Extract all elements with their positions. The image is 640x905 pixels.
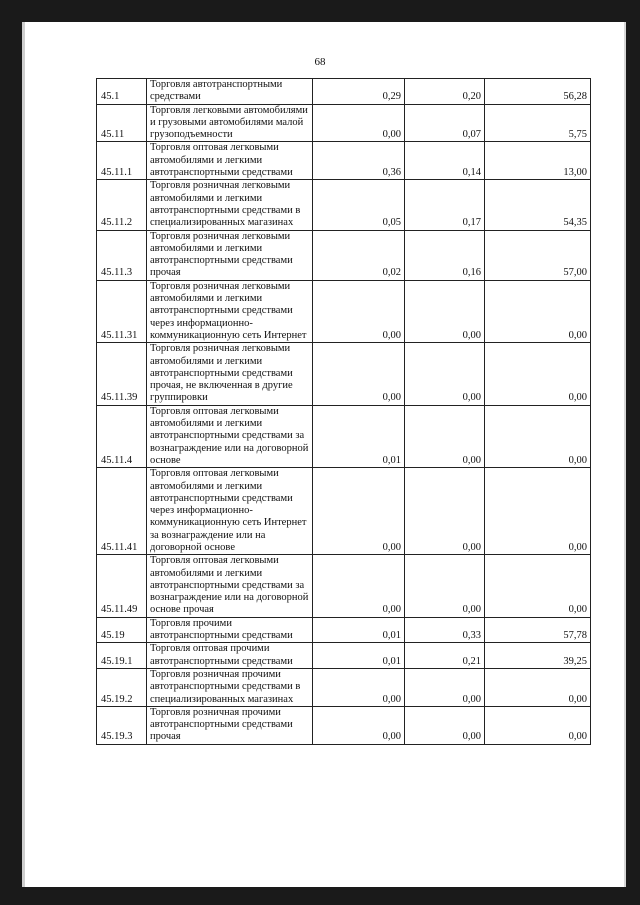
value-2-cell: 0,00 (405, 343, 485, 405)
value-2-cell: 0,14 (405, 142, 485, 180)
code-cell: 45.11 (97, 104, 147, 142)
value-2-cell: 0,20 (405, 79, 485, 105)
activity-name-cell: Торговля оптовая прочими автотранспортными средствами (147, 643, 313, 669)
table-row (97, 142, 591, 180)
value-1-cell: 0,00 (313, 343, 405, 405)
value-3-cell: 0,00 (485, 405, 591, 467)
value-3-cell: 13,00 (485, 142, 591, 180)
value-3-cell: 0,00 (485, 668, 591, 706)
code-cell: 45.11.31 (97, 280, 147, 342)
value-3-cell: 56,28 (485, 79, 591, 105)
activity-name-cell: Торговля легковыми автомобилями и грузовыми автомобилями малой грузоподъемности (147, 104, 313, 142)
value-1-cell: 0,00 (313, 468, 405, 555)
scan-border-bottom (0, 887, 640, 905)
table-body (97, 79, 591, 745)
value-2-cell: 0,00 (405, 668, 485, 706)
value-1-cell: 0,02 (313, 230, 405, 280)
scan-border-top (0, 0, 640, 22)
activity-name-cell: Торговля розничная прочими автотранспортными средствами в специализированных магазинах (147, 668, 313, 706)
table-row (97, 343, 591, 405)
value-3-cell: 0,00 (485, 280, 591, 342)
value-3-cell: 57,78 (485, 617, 591, 643)
value-3-cell: 0,00 (485, 468, 591, 555)
value-2-cell: 0,00 (405, 555, 485, 617)
activity-name-cell: Торговля оптовая легковыми автомобилями и легкими автотранспортными средствами (147, 142, 313, 180)
value-3-cell: 0,00 (485, 555, 591, 617)
scan-border-left (0, 0, 22, 905)
table-row (97, 668, 591, 706)
table-row (97, 405, 591, 467)
code-cell: 45.11.1 (97, 142, 147, 180)
activity-name-cell: Торговля розничная легковыми автомобилями и легкими автотранспортными средствами прочая (147, 230, 313, 280)
activity-name-cell: Торговля оптовая легковыми автомобилями и легкими автотранспортными средствами за вознаграждение или на договорной основе (147, 405, 313, 467)
value-1-cell: 0,00 (313, 555, 405, 617)
value-1-cell: 0,00 (313, 706, 405, 744)
code-cell: 45.11.41 (97, 468, 147, 555)
value-2-cell: 0,00 (405, 706, 485, 744)
value-2-cell: 0,07 (405, 104, 485, 142)
activity-name-cell: Торговля розничная легковыми автомобилями и легкими автотранспортными средствами через информационно-коммуникационную сеть Интернет (147, 280, 313, 342)
value-3-cell: 0,00 (485, 343, 591, 405)
activity-name-cell: Торговля розничная прочими автотранспортными средствами прочая (147, 706, 313, 744)
code-cell: 45.19.2 (97, 668, 147, 706)
table-row (97, 555, 591, 617)
code-cell: 45.19.3 (97, 706, 147, 744)
value-1-cell: 0,00 (313, 104, 405, 142)
activity-name-cell: Торговля автотранспортными средствами (147, 79, 313, 105)
table-row (97, 643, 591, 669)
scan-edge-right (624, 22, 626, 887)
value-3-cell: 5,75 (485, 104, 591, 142)
value-2-cell: 0,33 (405, 617, 485, 643)
value-1-cell: 0,00 (313, 280, 405, 342)
table-row (97, 104, 591, 142)
value-2-cell: 0,00 (405, 405, 485, 467)
code-cell: 45.19.1 (97, 643, 147, 669)
activity-name-cell: Торговля розничная легковыми автомобилями и легкими автотранспортными средствами прочая, не включенная в другие группировки (147, 343, 313, 405)
code-cell: 45.19 (97, 617, 147, 643)
value-3-cell: 0,00 (485, 706, 591, 744)
value-2-cell: 0,00 (405, 468, 485, 555)
code-cell: 45.1 (97, 79, 147, 105)
code-cell: 45.11.4 (97, 405, 147, 467)
table-row (97, 617, 591, 643)
value-2-cell: 0,21 (405, 643, 485, 669)
value-3-cell: 57,00 (485, 230, 591, 280)
code-cell: 45.11.49 (97, 555, 147, 617)
value-1-cell: 0,29 (313, 79, 405, 105)
value-1-cell: 0,36 (313, 142, 405, 180)
value-1-cell: 0,01 (313, 405, 405, 467)
value-2-cell: 0,16 (405, 230, 485, 280)
value-1-cell: 0,00 (313, 668, 405, 706)
table-row (97, 706, 591, 744)
code-cell: 45.11.3 (97, 230, 147, 280)
activity-name-cell: Торговля розничная легковыми автомобилями и легкими автотранспортными средствами в специализированных магазинах (147, 180, 313, 230)
value-2-cell: 0,17 (405, 180, 485, 230)
table-row (97, 468, 591, 555)
value-1-cell: 0,05 (313, 180, 405, 230)
activity-name-cell: Торговля оптовая легковыми автомобилями и легкими автотранспортными средствами за вознаграждение или на договорной основе прочая (147, 555, 313, 617)
table-row (97, 79, 591, 105)
value-3-cell: 39,25 (485, 643, 591, 669)
activity-name-cell: Торговля оптовая легковыми автомобилями и легкими автотранспортными средствами через информационно-коммуникационную сеть Интернет за вознаграждение или на договорной основе (147, 468, 313, 555)
value-2-cell: 0,00 (405, 280, 485, 342)
table-row (97, 180, 591, 230)
table-row (97, 230, 591, 280)
code-cell: 45.11.2 (97, 180, 147, 230)
value-1-cell: 0,01 (313, 643, 405, 669)
value-1-cell: 0,01 (313, 617, 405, 643)
scan-border-right (626, 0, 640, 905)
value-3-cell: 54,35 (485, 180, 591, 230)
activity-table (96, 78, 591, 745)
activity-name-cell: Торговля прочими автотранспортными средствами (147, 617, 313, 643)
scan-edge-left (22, 22, 25, 887)
page-number: 68 (314, 56, 326, 68)
code-cell: 45.11.39 (97, 343, 147, 405)
table-row (97, 280, 591, 342)
